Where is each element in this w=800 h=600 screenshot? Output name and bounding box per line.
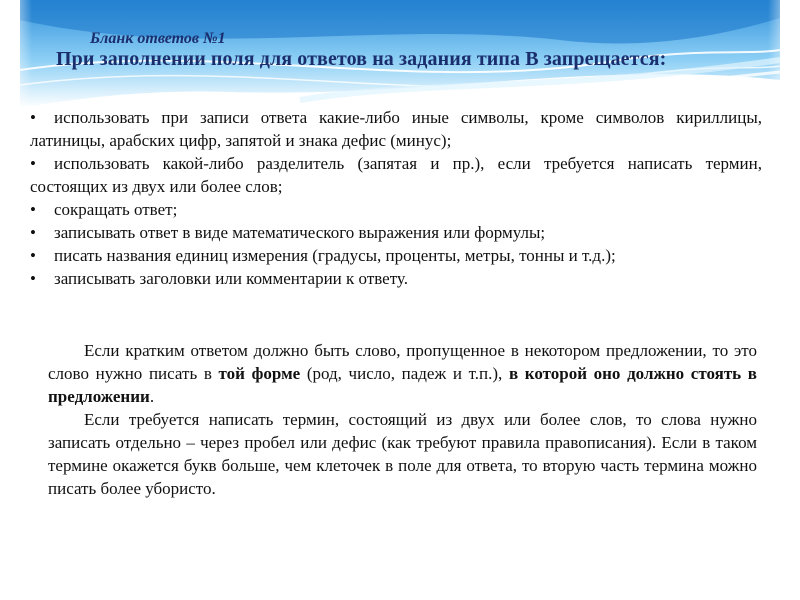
paragraph-text: (род, число, падеж и т.п.), xyxy=(300,364,509,383)
bullet-icon: • xyxy=(30,200,36,219)
bullet-icon: • xyxy=(30,269,36,288)
list-item-text: записывать заголовки или комментарии к ответу. xyxy=(54,269,408,288)
list-item-text: записывать ответ в виде математического выражения или формулы; xyxy=(54,223,546,242)
list-item-text: использовать какой-либо разделитель (запятая и пр.), если требуется написать термин, состоящих из двух или более слов; xyxy=(30,154,762,196)
list-item xyxy=(30,267,762,290)
paragraph-text: Если кратким ответом должно быть слово, пропущенное в некотором предложении, то это слово нужно писать в xyxy=(48,341,757,383)
form-label: Бланк ответов №1 xyxy=(90,30,226,47)
emphasis-text: той форме xyxy=(218,364,301,383)
paragraph-text: . xyxy=(149,387,155,406)
rules-list xyxy=(30,106,762,290)
list-item xyxy=(30,106,762,152)
list-item xyxy=(30,198,762,221)
emphasis-text: в которой оно должно стоять в предложении xyxy=(48,364,757,406)
bullet-icon: • xyxy=(30,246,36,265)
list-item xyxy=(30,244,762,267)
list-item-text: писать названия единиц измерения (градусы, проценты, метры, тонны и т.д.); xyxy=(54,246,616,265)
bullet-icon: • xyxy=(30,223,36,242)
explanation-paragraph-2: Если требуется написать термин, состоящий из двух или более слов, то слова нужно записать отдельно – через пробел или дефис (как требуют правила правописания). Если в таком термине окажется букв больше, чем клеточек в поле для ответа, то вторую часть термина можно писать более убористо. xyxy=(48,410,757,498)
list-item xyxy=(30,221,762,244)
explanation-block xyxy=(48,339,757,500)
page-title: При заполнении поля для ответов на задания типа В запрещается: xyxy=(56,48,667,70)
list-item xyxy=(30,152,762,198)
bullet-icon: • xyxy=(30,154,36,173)
list-item-text: сокращать ответ; xyxy=(54,200,178,219)
list-item-text: использовать при записи ответа какие-либо иные символы, кроме символов кириллицы, латиницы, арабских цифр, запятой и знака дефис (минус); xyxy=(30,108,762,150)
bullet-icon: • xyxy=(30,108,36,127)
explanation-paragraph-1 xyxy=(48,339,757,408)
